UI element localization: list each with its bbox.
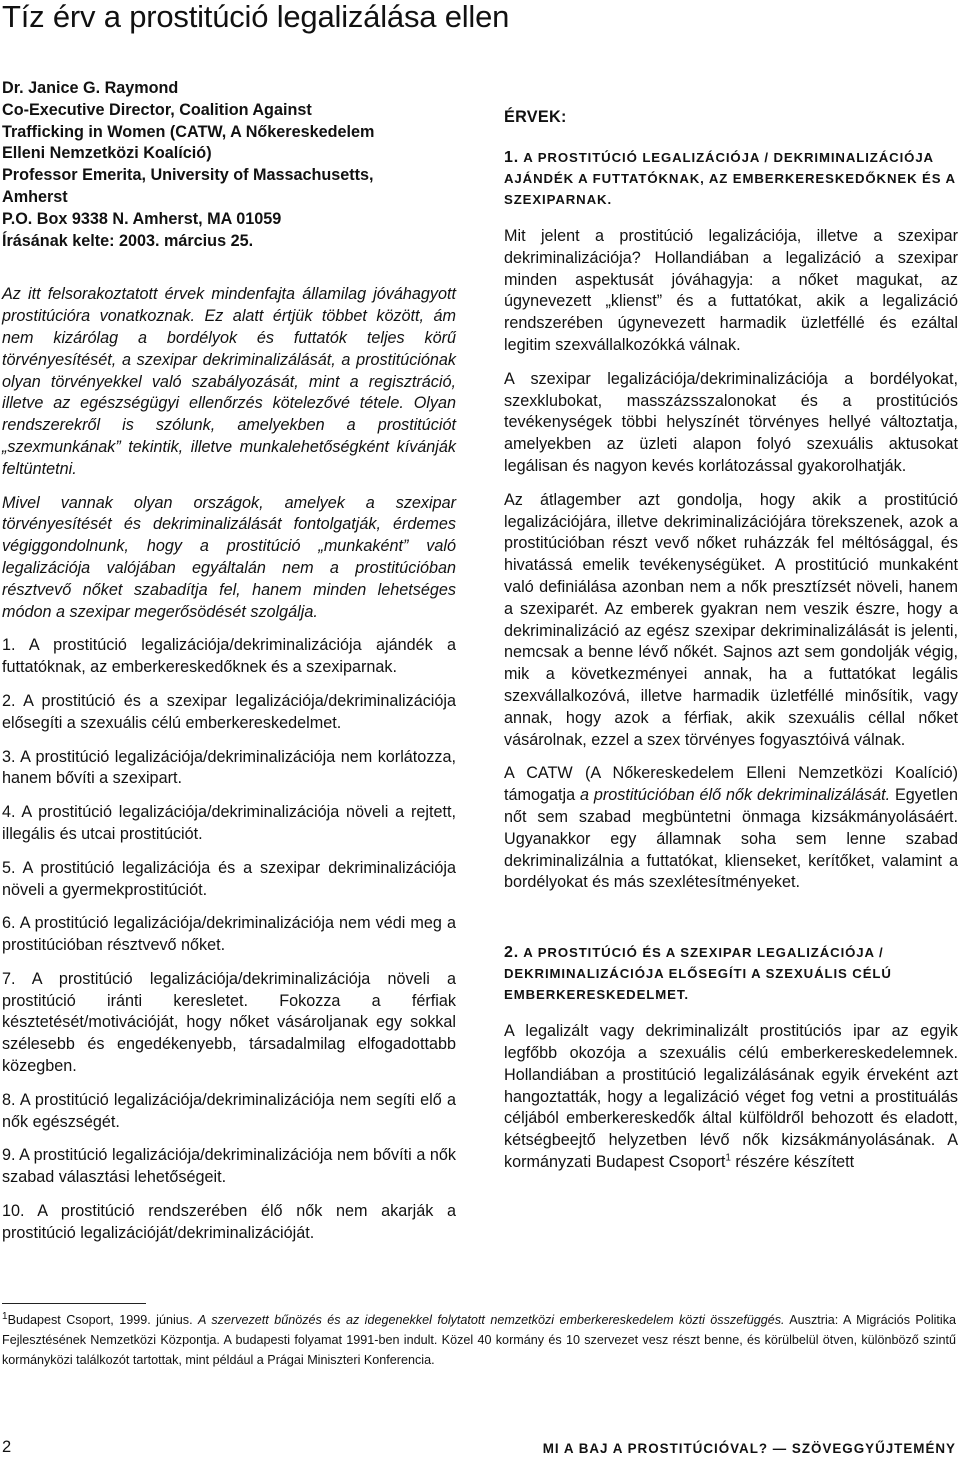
section-2-heading [504, 942, 958, 1005]
section-number: 2. [504, 944, 520, 962]
page-title: Tíz érv a prostitúció legalizálása ellen [2, 0, 510, 34]
catw-text: A CATW (A Nőkereskedelem Elleni Nemzetközi Koalíció) támogatja [504, 764, 958, 805]
catw-paragraph [504, 763, 958, 894]
intro-body: Ez alatt értjük többet között, ám nem kizárólag a bordélyok és futtatók teljes körű törvényesítését, a szexipar dekriminalizálását, a prostitúciónak olyan törvényekkel való szabályozását, mint a regisztráció, illetve az egészségügyi ellenőrzés kötelezővé tétele. Olyan rendszerekről is szólunk, amelyekben a prostitúciót „szexmunkának” tekintik, illetve munkalehetőségként kívánják feltüntetni. [2, 307, 456, 478]
argument-item: 6. A prostitúció legalizációja/dekriminalizációja nem védi meg a prostitúcióban résztvevő nőket. [2, 914, 456, 955]
section-1-heading [504, 147, 958, 210]
left-column [2, 78, 456, 1257]
author-line: Co-Executive Director, Coalition Against [2, 100, 312, 119]
argument-item: 5. A prostitúció legalizációja és a szexipar dekriminalizációja növeli a gyermekprostitúciót. [2, 858, 456, 899]
section-gap [504, 906, 958, 942]
intro-lead: Az itt felsorakoztatott érvek mindenfajta államilag jóváhagyott prostitúcióra vonatkoznak. [2, 285, 456, 326]
intro-paragraph [2, 284, 456, 480]
footnote-divider [2, 1303, 146, 1304]
section-2-text-end: részére készített [735, 1152, 855, 1171]
section-1-paragraph: A szexipar legalizációja/dekriminalizációja a bordélyokat, szexklubokat, masszázsszalonokat és a prostitúciós tevékenységek többi helyszínét törvényes hellyé változtatja, amelyekben az üzleti alapon folyó szexuális aktusokat legálisan és nagyon kevés korlátozással gyakorolhatják. [504, 369, 958, 475]
argument-item: 4. A prostitúció legalizációja/dekriminalizációja növeli a rejtett, illegális és utcai prostitúciót. [2, 803, 456, 843]
argument-item: 1. A prostitúció legalizációja/dekriminalizációja ajándék a futtatóknak, az emberkereskedőknek és a szexiparnak. [2, 636, 456, 677]
section-2-paragraph [504, 1021, 958, 1174]
author-block [2, 78, 456, 252]
author-line: Elleni Nemzetközi Koalíció) [2, 144, 212, 163]
author-line: Professor Emerita, University of Massachusetts, [2, 166, 374, 185]
catw-text-cont: Egyetlen nőt sem szabad megbüntetni önmaga kizsákmányolásáért. Ugyanakkor egy államnak soha sem lenne szabad dekriminalizálnia a futtatókat, klienseket, kerítőket, valamint a bordélyokat és más szexlétesítményeket. [504, 786, 958, 892]
argument-item: 10. A prostitúció rendszerében élő nők nem akarják a prostitúció legalizációját/dekriminalizációját. [2, 1202, 456, 1242]
author-date: Írásának kelte: 2003. március 25. [2, 231, 254, 250]
page-number: 2 [2, 1438, 12, 1456]
section-heading-text: A PROSTITÚCIÓ LEGALIZÁCIÓJA / DEKRIMINALIZÁCIÓJA AJÁNDÉK A FUTTATÓKNAK, AZ EMBERKERESKEDŐKNEK ÉS A SZEXIPARNAK. [504, 150, 956, 207]
section-heading-text: A PROSTITÚCIÓ ÉS A SZEXIPAR LEGALIZÁCIÓJA / DEKRIMINALIZÁCIÓJA ELŐSEGÍTI A SZEXUÁLIS CÉLÚ EMBERKERESKEDELMET. [504, 945, 892, 1003]
arguments-label: ÉRVEK: [504, 108, 567, 126]
right-column [504, 78, 958, 1186]
argument-item: 3. A prostitúció legalizációja/dekriminalizációja nem korlátozza, hanem bővíti a szexipart. [2, 747, 456, 788]
argument-item: 2. A prostitúció és a szexipar legalizációja/dekriminalizációja elősegíti a szexuális célú emberkereskedelmet. [2, 691, 456, 732]
footnote-source: Budapest Csoport, 1999. június. [7, 1313, 193, 1327]
intro-paragraph-2: Mivel vannak olyan országok, amelyek a szexipar törvényesítését és dekriminalizálását fontolgatják, érdemes végiggondolnunk, hogy a prostitúció „munkaként” való legalizációja valójában egyáltalán nem a prostitúcióban résztvevő nőket szabadítja fel, hanem minden lehetséges módon a szexipar megerősödését szolgálja. [2, 493, 456, 621]
argument-item: 8. A prostitúció legalizációja/dekriminalizációja nem segíti elő a nők egészségét. [2, 1090, 456, 1131]
section-number: 1. [504, 149, 520, 166]
footnote-mark: 1 [2, 1310, 8, 1322]
argument-item: 7. A prostitúció legalizációja/dekriminalizációja növeli a prostitúció iránti keresletet. Fokozza a férfiak késztetését/motivációját, hogy nőket vásároljanak egy sokkal szélesebb és engedékenyebb, társadalmilag elfogadottabb közegben. [2, 969, 456, 1076]
running-title: MI A BAJ A PROSTITÚCIÓVAL? — SZÖVEGGYŰJTEMÉNY [542, 1441, 956, 1456]
author-line: P.O. Box 9338 N. Amherst, MA 01059 [2, 209, 282, 228]
argument-item: 9. A prostitúció legalizációja/dekriminalizációja nem bővíti a nők szabad választási lehetőségeit. [2, 1146, 456, 1187]
author-name: Dr. Janice G. Raymond [2, 79, 179, 97]
section-1-paragraph: Az átlagember azt gondolja, hogy akik a prostitúció legalizációjára, illetve dekriminalizációjára törekszenek, azok a prostitúcióban részt vevő nőket ruházzák fel méltósággal, és hivatássá emelik tevékenységüket. A prostitúció munkaként való definiálása azonban nem a nők presztízsét növeli, hanem a szexiparét. Az emberek gyakran nem veszik észre, hogy a dekriminalizáció az egész szexipar dekriminalizálását is jelenti, nemcsak a benne lévő nőkét. Sajnos azt sem gondolják végig, mik a következményei annak, ha a futtatókat legális szexvállalkozóvá, illetve harmadik üzletféllé minősítik, vagy annak, hogy azok a férfiak, akik szexuális céllal nőket vásárolnak, ezzel a szex törvényes fogyasztóivá válnak. [504, 490, 958, 749]
section-1-paragraph: Mit jelent a prostitúció legalizációja, illetve a szexipar dekriminalizációja? Hollandiában a legalizáció a szexipar minden aspektusát jóváhagyja: a nőket magukat, az úgynevezett „klienst” és a futtatókat, akik a legalizáció rendszerében úgynevezett harmadik üzletféllé és ezáltal legitim szexvállalkozókká válnak. [504, 227, 958, 354]
footnote-title: A szervezett bűnözés és az idegenekkel folytatott nemzetközi emberkereskedelem közti összefüggés. [198, 1313, 785, 1327]
catw-emphasis: a prostitúcióban élő nők dekriminalizálását. [579, 786, 891, 805]
author-line: Trafficking in Women (CATW, A Nőkereskedelem [2, 122, 375, 141]
footnote [2, 1310, 956, 1370]
footnote-reference[interactable]: 1 [725, 1152, 731, 1164]
section-2-text: A legalizált vagy dekriminalizált prostitúciós ipar az egyik legfőbb okozója a szexuális célú emberkereskedelemnek. Hollandiában a prostitúció legalizálásának egyik érveként azt hangoztatták, hogy a legalizáció véget fog vetni a prostituálás céljából emberkereskedők által külföldről behozott és eladott, kétségbeejtő helyzetben lévő nők kizsákmányolásának. A kormányzati Budapest Csoport [504, 1022, 958, 1171]
author-line: Amherst [2, 187, 68, 206]
footnote-detail: Ausztria: A Migrációs Politika Fejlesztésének Nemzetközi Központja. A budapesti folyamat 1991-ben indult. Közel 40 kormány és 10 szervezet vesz részt benne, és körülbelül ötven, különböző szintű kormányközi találkozót tartottak, mint például a Prágai Miniszteri Konferencia. [2, 1313, 957, 1367]
